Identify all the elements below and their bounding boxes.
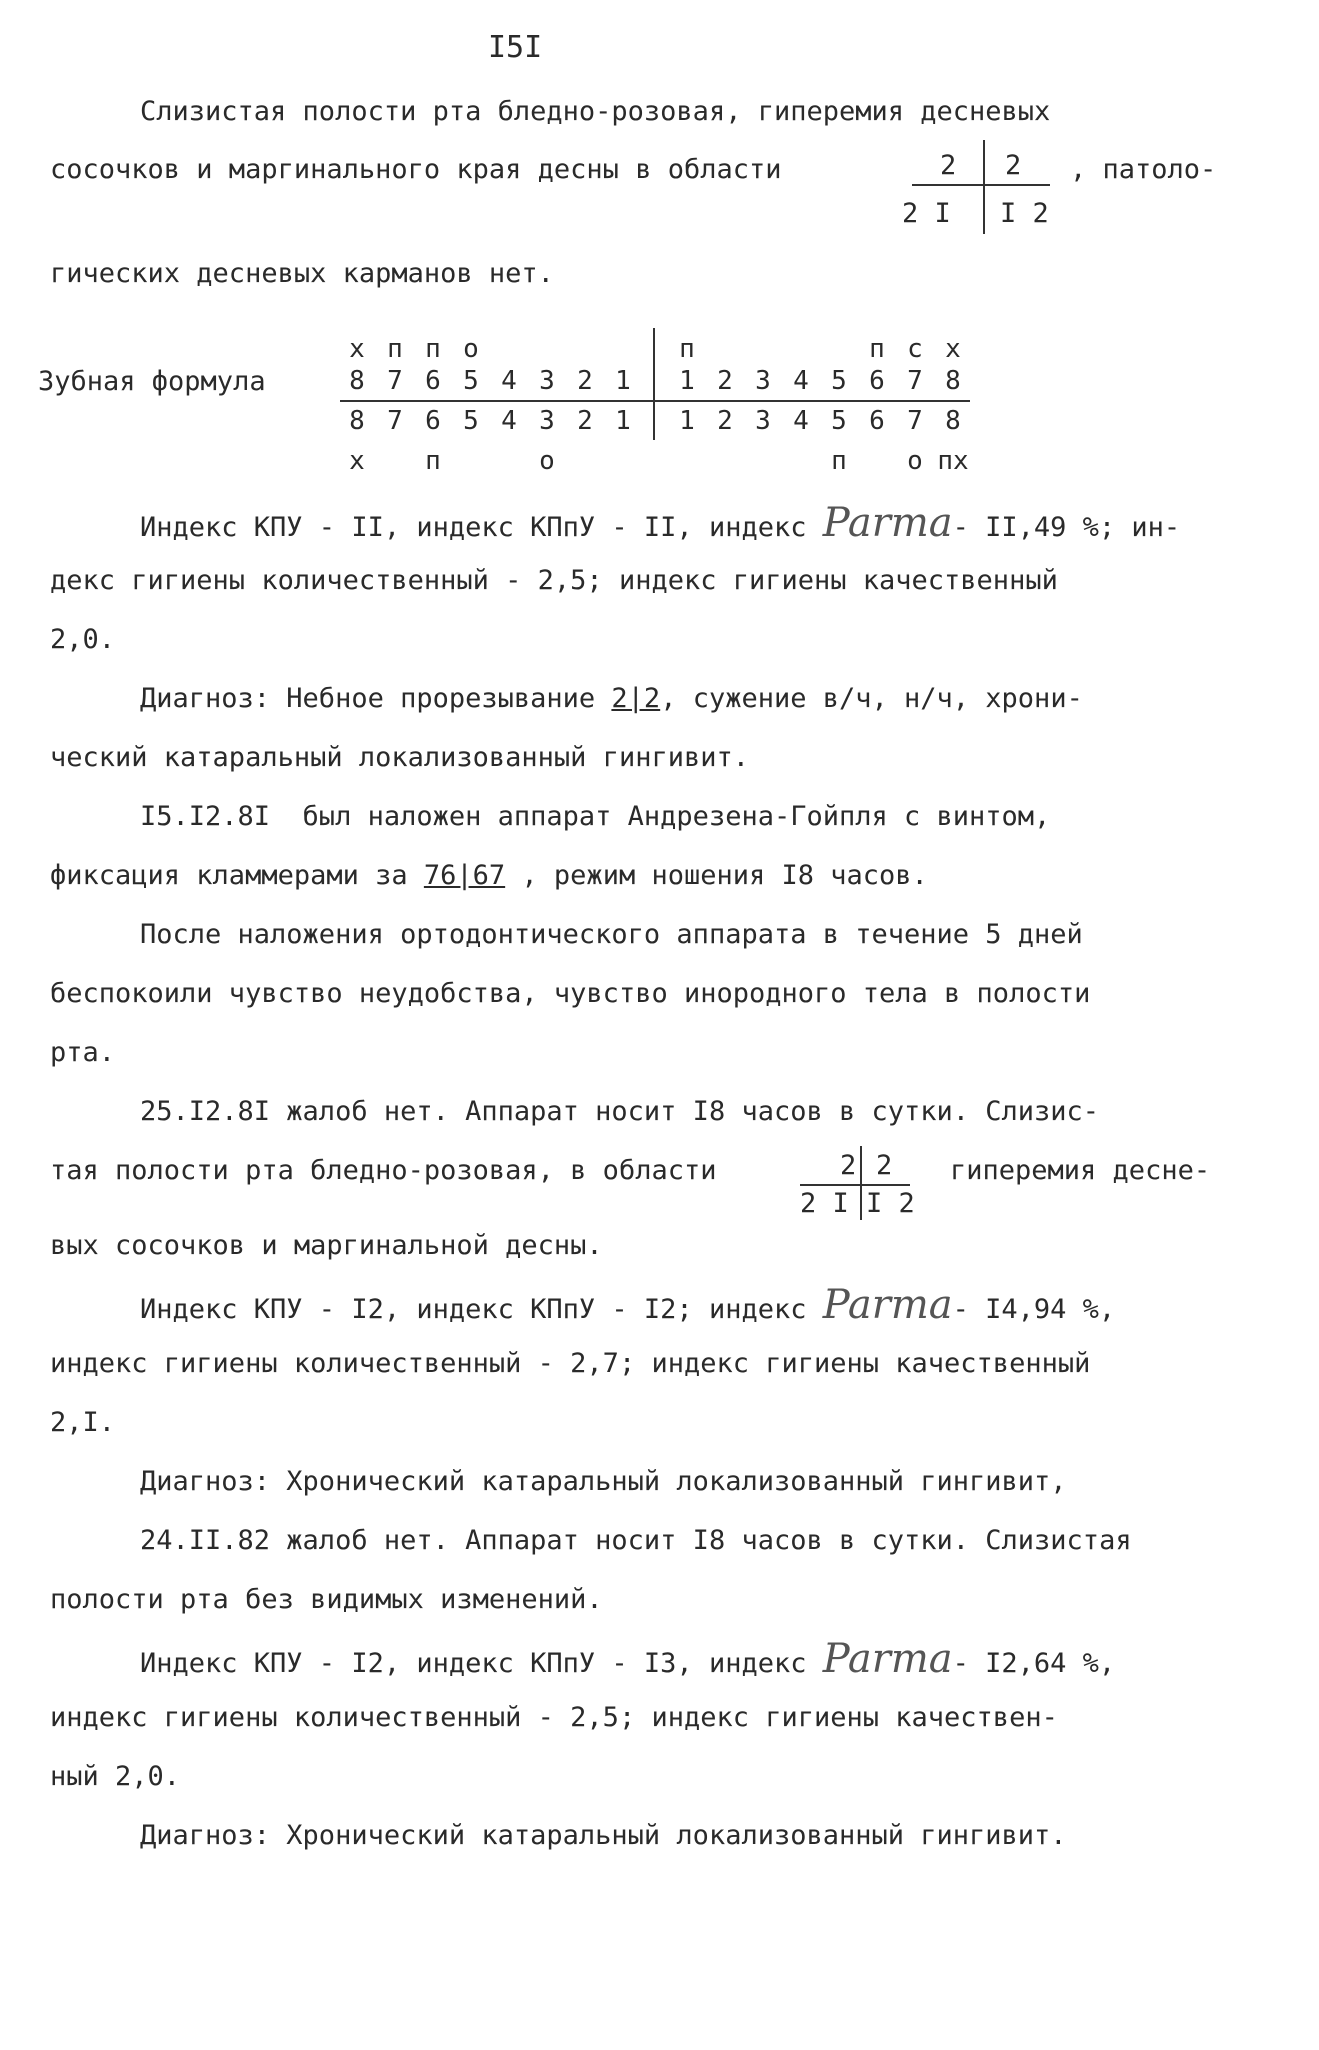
upper-marks-row (340, 334, 970, 364)
text-line: 24.II.82 жалоб нет. Аппарат носит I8 часов в сутки. Слизистая (140, 1525, 1132, 1556)
tooth-number: 8 (349, 406, 365, 436)
text-span: Индекс КПУ - I2, индекс КПпУ - I3, индекс (140, 1648, 823, 1679)
tooth-number: 2 (717, 406, 733, 436)
tooth-number: 5 (831, 366, 847, 396)
tooth-number: 3 (539, 406, 555, 436)
tooth-number: 7 (907, 366, 923, 396)
text-line: 2,0. (50, 624, 116, 655)
text-line: 2,I. (50, 1407, 116, 1438)
tooth-number: 1 (679, 406, 695, 436)
text-line: полости рта без видимых изменений. (50, 1584, 603, 1615)
text-line: После наложения ортодонтического аппарата в течение 5 дней (140, 919, 1083, 950)
tooth-number: 7 (907, 406, 923, 436)
tooth-number: 3 (755, 406, 771, 436)
tooth-number: 2 (577, 406, 593, 436)
tooth-status-mark: п (831, 446, 847, 476)
tooth-status-mark: п (425, 446, 441, 476)
text-span: сосочков и маргинального края десны в области (50, 154, 782, 185)
tooth-number: 5 (463, 406, 479, 436)
tooth-number: 4 (793, 406, 809, 436)
tooth-number: 3 (539, 366, 555, 396)
teeth-notation: 76|67 (423, 860, 506, 891)
text-span: - I2,64 %, (952, 1648, 1116, 1679)
area-bottom-right: I 2 (1000, 198, 1049, 229)
tooth-number: 7 (387, 366, 403, 396)
area-bottom-left: 2 I (800, 1188, 849, 1219)
area-bottom-right: I 2 (866, 1188, 915, 1219)
text-line (140, 681, 1083, 717)
handwritten-parma: Parma (822, 500, 953, 546)
lower-teeth-row (340, 406, 970, 436)
tooth-status-mark: п (387, 334, 403, 364)
area-top-left: 2 (840, 1150, 857, 1181)
text-line: гических десневых карманов нет. (50, 258, 554, 289)
tooth-number: 6 (869, 366, 885, 396)
text-span: фиксация кламмерами за (50, 860, 424, 891)
tooth-status-mark: о (539, 446, 555, 476)
text-line: гиперемия десне- (950, 1155, 1211, 1186)
tooth-number: 5 (831, 406, 847, 436)
page-number: I5I (488, 30, 543, 65)
tooth-status-mark: х (349, 446, 365, 476)
text-span: , режим ношения I8 часов. (505, 860, 928, 891)
tooth-status-mark: пх (937, 446, 969, 476)
text-line (140, 1636, 1116, 1682)
text-line: декс гигиены количественный - 2,5; индекс гигиены качественный (50, 565, 1058, 596)
upper-teeth-row (340, 366, 970, 396)
tooth-status-mark: о (463, 334, 479, 364)
tooth-number: 6 (425, 406, 441, 436)
text-span: Диагноз: Небное прорезывание (140, 683, 612, 714)
text-line: Слизистая полости рта бледно-розовая, гиперемия десневых (140, 96, 1051, 127)
text-line: индекс гигиены количественный - 2,7; индекс гигиены качественный (50, 1348, 1091, 1379)
tooth-number: 1 (615, 366, 631, 396)
text-line (140, 1282, 1116, 1328)
tooth-status-mark: с (907, 334, 923, 364)
tooth-number: 8 (945, 406, 961, 436)
handwritten-parma: Parma (822, 1636, 953, 1682)
text-span: Индекс КПУ - II, индекс КПпУ - II, индекс (140, 512, 823, 543)
tooth-status-mark: х (349, 334, 365, 364)
tooth-status-mark: п (869, 334, 885, 364)
tooth-number: 8 (945, 366, 961, 396)
tooth-status-mark: х (945, 334, 961, 364)
tooth-number: 8 (349, 366, 365, 396)
tooth-number: 7 (387, 406, 403, 436)
text-span: , сужение в/ч, н/ч, хрони- (660, 683, 1083, 714)
text-line: ческий катаральный локализованный гингивит. (50, 742, 749, 773)
text-line: I5.I2.8I был наложен аппарат Андрезена-Гойпля с винтом, (140, 801, 1051, 832)
area-top-left: 2 (940, 150, 957, 181)
text-line: ный 2,0. (50, 1761, 181, 1792)
text-line (50, 152, 782, 188)
text-span: - I4,94 %, (952, 1294, 1116, 1325)
tooth-status-mark: п (425, 334, 441, 364)
teeth-notation: 2|2 (611, 683, 661, 714)
area-top-right: 2 (1005, 150, 1022, 181)
tooth-number: 4 (793, 366, 809, 396)
text-line: рта. (50, 1037, 116, 1068)
text-line: Диагноз: Хронический катаральный локализованный гингивит. (140, 1820, 1067, 1851)
tooth-number: 6 (425, 366, 441, 396)
lower-marks-row (340, 446, 970, 476)
text-line: 25.I2.8I жалоб нет. Аппарат носит I8 часов в сутки. Слизис- (140, 1096, 1100, 1127)
area-top-right: 2 (876, 1150, 893, 1181)
text-span: Индекс КПУ - I2, индекс КПпУ - I2; индекс (140, 1294, 823, 1325)
tooth-number: 1 (679, 366, 695, 396)
tooth-status-mark: о (907, 446, 923, 476)
text-line: индекс гигиены количественный - 2,5; индекс гигиены качествен- (50, 1702, 1058, 1733)
area-bottom-left: 2 I (902, 198, 951, 229)
tooth-number: 5 (463, 366, 479, 396)
handwritten-parma: Parma (822, 1282, 953, 1328)
tooth-number: 4 (501, 366, 517, 396)
tooth-number: 4 (501, 406, 517, 436)
tooth-status-mark: п (679, 334, 695, 364)
text-span: - II,49 %; ин- (952, 512, 1181, 543)
tooth-formula-label: Зубная формула (38, 366, 266, 397)
tooth-number: 3 (755, 366, 771, 396)
tooth-number: 2 (717, 366, 733, 396)
text-line (140, 500, 1181, 546)
text-line: , патоло- (1070, 154, 1217, 185)
tooth-number: 2 (577, 366, 593, 396)
text-line: Диагноз: Хронический катаральный локализованный гингивит, (140, 1466, 1067, 1497)
text-line: тая полости рта бледно-розовая, в области (50, 1155, 717, 1186)
tooth-number: 6 (869, 406, 885, 436)
text-line: вых сосочков и маргинальной десны. (50, 1230, 603, 1261)
tooth-number: 1 (615, 406, 631, 436)
text-line: беспокоили чувство неудобства, чувство инородного тела в полости (50, 978, 1091, 1009)
text-line (50, 858, 928, 894)
